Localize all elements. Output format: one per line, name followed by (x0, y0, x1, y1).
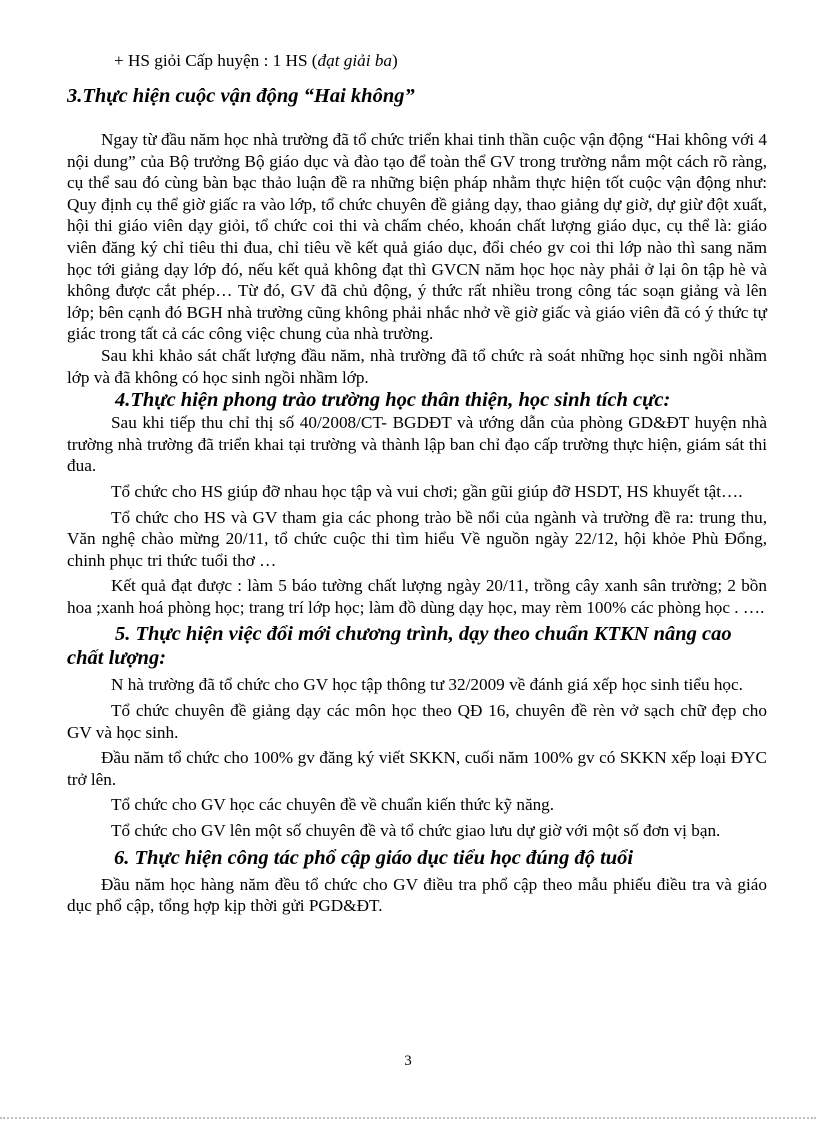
bullet-text: + HS giỏi Cấp huyện : 1 HS ( (114, 51, 318, 70)
section5-para2: Tổ chức chuyên đề giảng dạy các môn học theo QĐ 16, chuyên đề rèn vở sạch chữ đẹp cho GV và học sinh. (67, 701, 767, 742)
page-number: 3 (404, 1053, 412, 1069)
section3-para1: Ngay từ đầu năm học nhà trường đã tổ chức triển khai tinh thần cuộc vận động “Hai không với 4 nội dung” của Bộ trưởng Bộ giáo dục và đào tạo để toàn thể GV trong trường nắm một cách rõ ràng, cụ thể sau đó cùng bàn bạc thảo luận đề ra những biện pháp nhằm thực hiện tốt cuộc vận động như: Quy định cụ thể giờ giấc ra vào lớp, tổ chức chuyên đề giảng dạy, thao giảng dự giờ, dự giừ đột xuất, hội thi giáo viên dạy giỏi, tổ chức coi thi và chấm chéo, khoán chất lượng giáo dục, cụ thể là: giáo viên đăng ký chỉ tiêu thi đua, chỉ tiêu về kết quả giáo dục, đổi chéo gv coi thi lớp nào thì sang năm học tới giảng dạy lớp đó, nếu kết quả không đạt thì GVCN năm học học này phải ở lại ôn tập hè và không được cắt phép… Từ đó, GV đã chủ động, ý thức rất nhiều trong công tác soạn giảng và lên lớp; bên cạnh đó BGH nhà trường cũng không phải nhắc nhở về giờ giấc và giáo viên đã có ý thức tự giác trong tất cả các công việc chung của nhà trường. (67, 130, 767, 344)
bullet-italic: đạt giải ba (317, 51, 393, 70)
section5-para5: Tổ chức cho GV lên một số chuyên đề và tổ chức giao lưu dự giờ với một số đơn vị bạn. (111, 821, 721, 841)
section5-para1: N hà trường đã tổ chức cho GV học tập thông tư 32/2009 về đánh giá xếp học sinh tiểu học. (111, 675, 743, 695)
section4-para4: Kết quả đạt được : làm 5 báo tường chất lượng ngày 20/11, trồng cây xanh sân trường; 2 bồn hoa ;xanh hoá phòng học; trang trí lớp học; làm đồ dùng dạy học, may rèm 100% các phòng học . …. (67, 576, 767, 617)
section5-para3: Đầu năm tổ chức cho 100% gv đăng ký viết SKKN, cuối năm 100% gv có SKKN xếp loại ĐYC trở lên. (67, 748, 767, 789)
document-body (67, 50, 767, 917)
section4-para3: Tổ chức cho HS và GV tham gia các phong trào bề nổi của ngành và trường đề ra: trung thu, Văn nghệ chào mừng 20/11, tổ chức cuộc thi tìm hiểu Về nguồn ngày 22/12, hội khỏe Phù Đổng, chinh phục tri thức tuổi thơ … (67, 507, 767, 570)
section3-para2: Sau khi khảo sát chất lượng đầu năm, nhà trường đã tổ chức rà soát những học sinh ngồi nhầm lớp và đã không có học sinh ngồi nhầm lớp. (67, 345, 767, 387)
bullet-close: ) (392, 51, 398, 70)
section4-para2: Tổ chức cho HS giúp đỡ nhau học tập và vui chơi; gần gũi giúp đỡ HSDT, HS khuyết tật…. (111, 481, 743, 501)
section6-heading: 6. Thực hiện công tác phổ cập giáo dục tiểu học đúng độ tuổi (114, 846, 634, 869)
bullet-line (114, 50, 767, 72)
section4-heading: 4.Thực hiện phong trào trường học thân thiện, học sinh tích cực: (115, 389, 671, 412)
section5-para4: Tổ chức cho GV học các chuyên đề về chuẩn kiến thức kỹ năng. (111, 795, 555, 815)
page-bottom-border (0, 1117, 816, 1119)
section3-heading: 3.Thực hiện cuộc vận động “Hai không” (67, 85, 415, 107)
section5-heading: 5. Thực hiện việc đổi mới chương trình, dạy theo chuẩn KTKN nâng cao chất lượng: (67, 623, 732, 670)
section6-para1: Đầu năm học hàng năm đều tổ chức cho GV điều tra phổ cập theo mẫu phiếu điều tra và giáo dục phổ cập, tổng hợp kịp thời gửi PGD&ĐT. (67, 874, 767, 916)
section4-para1: Sau khi tiếp thu chỉ thị số 40/2008/CT- BGDĐT và ướng dẫn của phòng GD&ĐT huyện nhà trường nhà trường đã triển khai tại trường và thành lập ban chỉ đạo cấp trường thực hiện, giám sát thi đua. (67, 413, 767, 476)
